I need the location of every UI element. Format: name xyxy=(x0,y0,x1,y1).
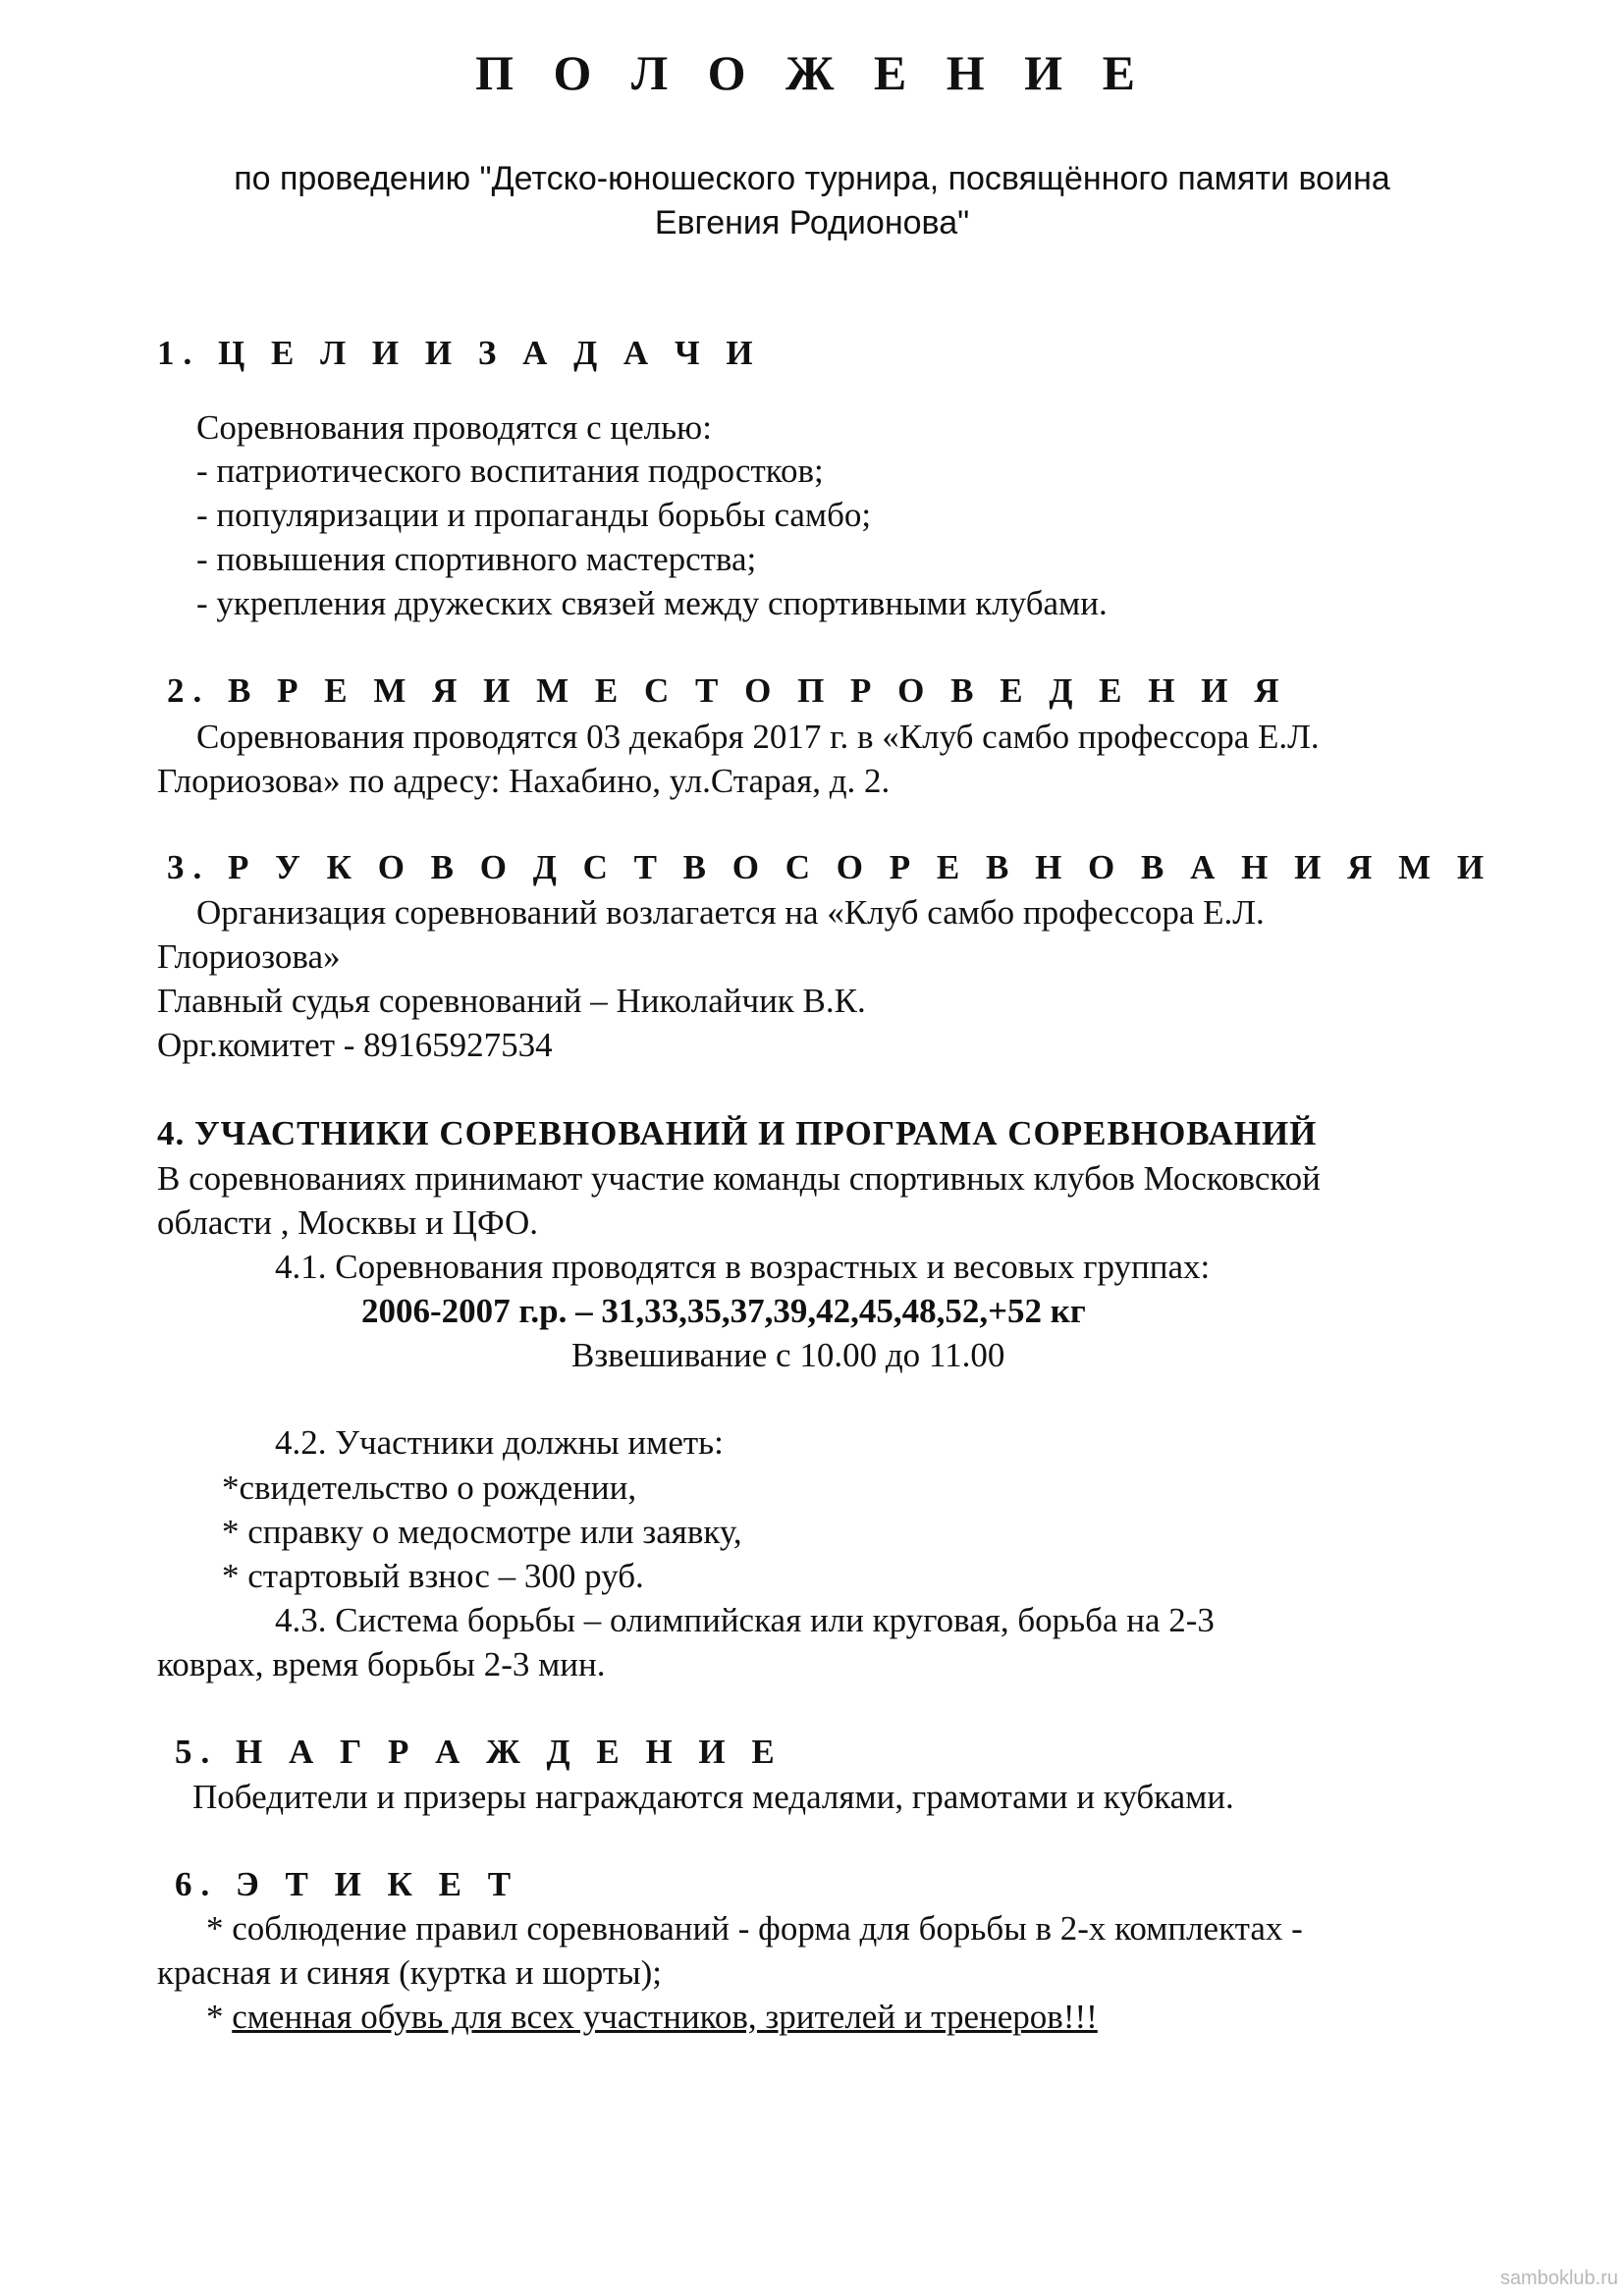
subtitle-line-1: по проведению "Детско-юношеского турнира, посвящённого памяти воина xyxy=(234,160,1390,197)
section-3-line: Орг.комитет - 89165927534 xyxy=(157,1026,553,1064)
weigh-in-time: Взвешивание с 10.00 до 11.00 xyxy=(571,1336,1005,1374)
section-1-line: - повышения спортивного мастерства; xyxy=(196,540,757,578)
section-4-line: * справку о медосмотре или заявку, xyxy=(222,1513,742,1551)
section-4-line: *свидетельство о рождении, xyxy=(222,1468,637,1507)
section-1-line: - патриотического воспитания подростков; xyxy=(196,452,824,490)
section-5-line: Победители и призеры награждаются медалями, грамотами и кубками. xyxy=(192,1778,1234,1816)
section-6-line: * соблюдение правил соревнований - форма для борьбы в 2-х комплектах - xyxy=(206,1909,1303,1948)
bullet: * xyxy=(206,1998,233,2036)
section-1-line: - укрепления дружеских связей между спортивными клубами. xyxy=(196,584,1108,622)
section-2-heading: 2. В Р Е М Я И М Е С Т О П Р О В Е Д Е Н И Я xyxy=(167,671,1288,710)
section-6-line xyxy=(206,1996,1098,2039)
section-4-line: * стартовый взнос – 300 руб. xyxy=(222,1557,644,1595)
section-4-heading: 4. УЧАСТНИКИ СОРЕВНОВАНИЙ И ПРОГРАМА СОРЕВНОВАНИЙ xyxy=(157,1114,1318,1152)
section-3-line: Главный судья соревнований – Николайчик В.К. xyxy=(157,982,866,1020)
section-4-line: 4.1. Соревнования проводятся в возрастных и весовых группах: xyxy=(275,1248,1211,1286)
section-3-heading: 3. Р У К О В О Д С Т В О С О Р Е В Н О В А Н И Я М И xyxy=(167,848,1493,886)
section-6-heading: 6. Э Т И К Е Т xyxy=(175,1865,520,1903)
section-1-line: Соревнования проводятся с целью: xyxy=(196,408,712,447)
section-4-line: В соревнованиях принимают участие команды спортивных клубов Московской xyxy=(157,1159,1321,1198)
section-3-line: Организация соревнований возлагается на «Клуб самбо профессора Е.Л. xyxy=(196,893,1265,932)
section-5-heading: 5. Н А Г Р А Ж Д Е Н И Е xyxy=(175,1733,784,1771)
subtitle-line-2: Евгения Родионова" xyxy=(654,204,970,241)
section-4-line: 4.2. Участники должны иметь: xyxy=(275,1423,724,1462)
weight-groups: 2006-2007 г.р. – 31,33,35,37,39,42,45,48,52,+52 кг xyxy=(361,1292,1086,1330)
section-6-line: красная и синяя (куртка и шорты); xyxy=(157,1953,663,1992)
section-4-line: 4.3. Система борьбы – олимпийская или круговая, борьба на 2-3 xyxy=(275,1601,1215,1639)
shoes-notice: сменная обувь для всех участников, зрителей и тренеров!!! xyxy=(232,1998,1098,2036)
document-title: П О Л О Ж Е Н И Е xyxy=(475,45,1149,100)
watermark-text: samboklub.ru xyxy=(1499,2268,1618,2289)
section-3-line: Глориозова» xyxy=(157,937,341,976)
section-1-line: - популяризации и пропаганды борьбы самбо; xyxy=(196,496,872,534)
section-4-line: области , Москвы и ЦФО. xyxy=(157,1203,539,1242)
section-1-heading: 1. Ц Е Л И И З А Д А Ч И xyxy=(157,334,762,372)
section-2-line: Соревнования проводятся 03 декабря 2017 г. в «Клуб самбо профессора Е.Л. xyxy=(196,718,1320,756)
section-2-line: Глориозова» по адресу: Нахабино, ул.Старая, д. 2. xyxy=(157,762,891,800)
section-4-line: коврах, время борьбы 2-3 мин. xyxy=(157,1645,606,1683)
